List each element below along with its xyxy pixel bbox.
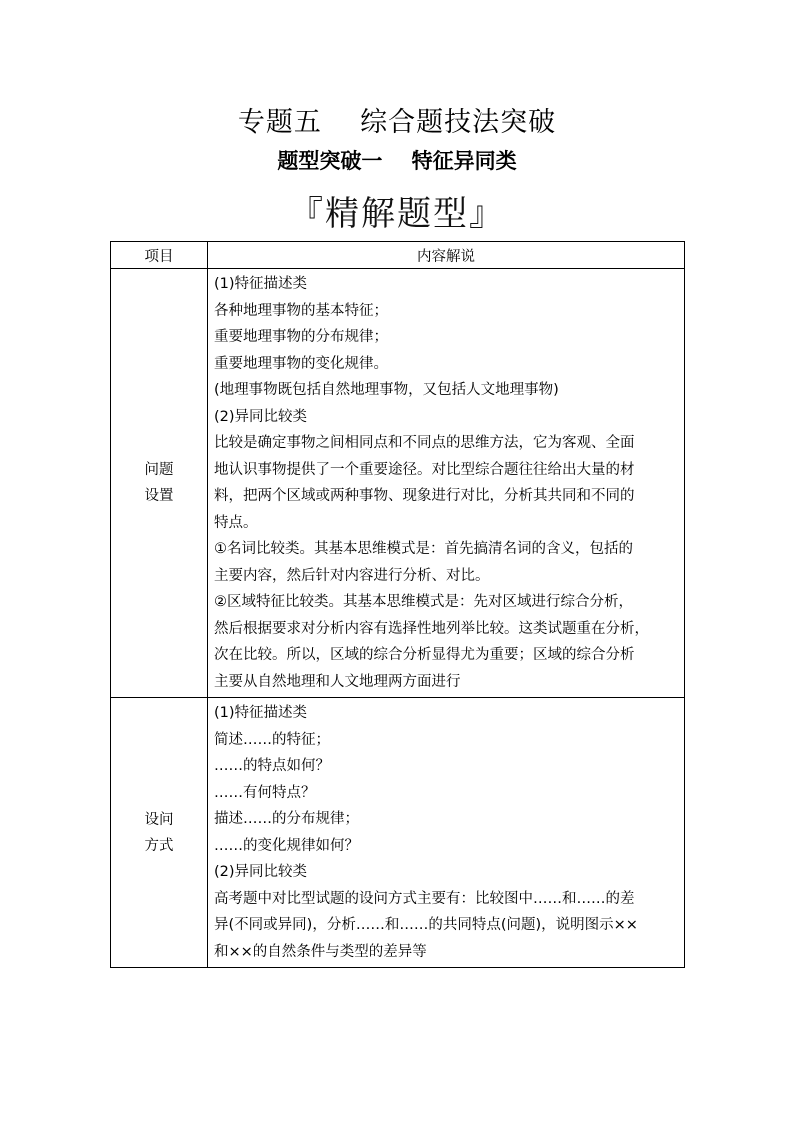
content-line: (1)特征描述类 [214,705,308,721]
table-row [111,698,685,968]
row-item-cell [111,269,208,698]
content-line: ……的变化规律如何？ [214,837,359,854]
column-header-content: 内容解说 [208,242,685,269]
table-body [111,269,685,968]
page-subtitle: 题型突破一 特征异同类 [277,149,517,173]
content-line: 高考题中对比型试题的设问方式主要有：比较图中……和……的差 [214,890,635,907]
row-content-cell [208,269,685,698]
row-item-label: 设问 [144,811,174,828]
row-content-cell [208,698,685,968]
content-line: (地理事物既包括自然地理事物，又包括人文地理事物) [214,382,559,398]
content-line: ①名词比较类。其基本思维模式是：首先搞清名词的含义，包括的 [214,541,633,557]
content-line: 重要地理事物的变化规律。 [214,355,388,372]
content-line: 异(不同或异同)，分析……和……的共同特点(问题)，说明图示×× [214,917,638,933]
content-line: 地认识事物提供了一个重要途径。对比型综合题往往给出大量的材 [214,461,635,478]
content-line: ……的特点如何？ [214,758,330,774]
content-line: 然后根据要求对分析内容有选择性地列举比较。这类试题重在分析， [214,620,649,637]
column-header-item: 项目 [111,242,208,269]
row-item-cell [111,698,208,968]
table-header-row [111,242,685,269]
row-item-label: 问题 [144,462,174,478]
content-line: 重要地理事物的分布规律； [214,329,388,345]
content-line: 描述……的分布规律； [214,811,359,827]
content-line: 各种地理事物的基本特征； [214,302,388,319]
content-line: 主要内容，然后针对内容进行分析、对比。 [214,567,490,584]
content-line: 和××的自然条件与类型的差异等 [214,943,427,960]
section-heading: 『精解题型』 [289,194,505,234]
content-table [110,241,685,968]
content-line: (1)特征描述类 [214,276,308,292]
content-line: 次在比较。所以，区域的综合分析显得尤为重要；区域的综合分析 [214,647,635,663]
table-row [111,269,685,698]
content-line: (2)异同比较类 [214,408,308,425]
content-line: ……有何特点？ [214,784,316,801]
content-line: 料，把两个区域或两种事物、现象进行对比，分析其共同和不同的 [214,488,635,504]
row-item-label: 方式 [144,837,174,854]
row-item-label: 设置 [144,488,174,504]
content-line: 主要从自然地理和人文地理两方面进行 [214,673,461,690]
content-line: 简述……的特征； [214,731,330,748]
content-line: ②区域特征比较类。其基本思维模式是：先对区域进行综合分析， [214,594,633,610]
content-line: (2)异同比较类 [214,864,308,880]
content-line: 比较是确定事物之间相同点和不同点的思维方法，它为客观、全面 [214,435,635,451]
content-line: 特点。 [214,514,258,531]
page-title: 专题五 综合题技法突破 [237,107,557,138]
